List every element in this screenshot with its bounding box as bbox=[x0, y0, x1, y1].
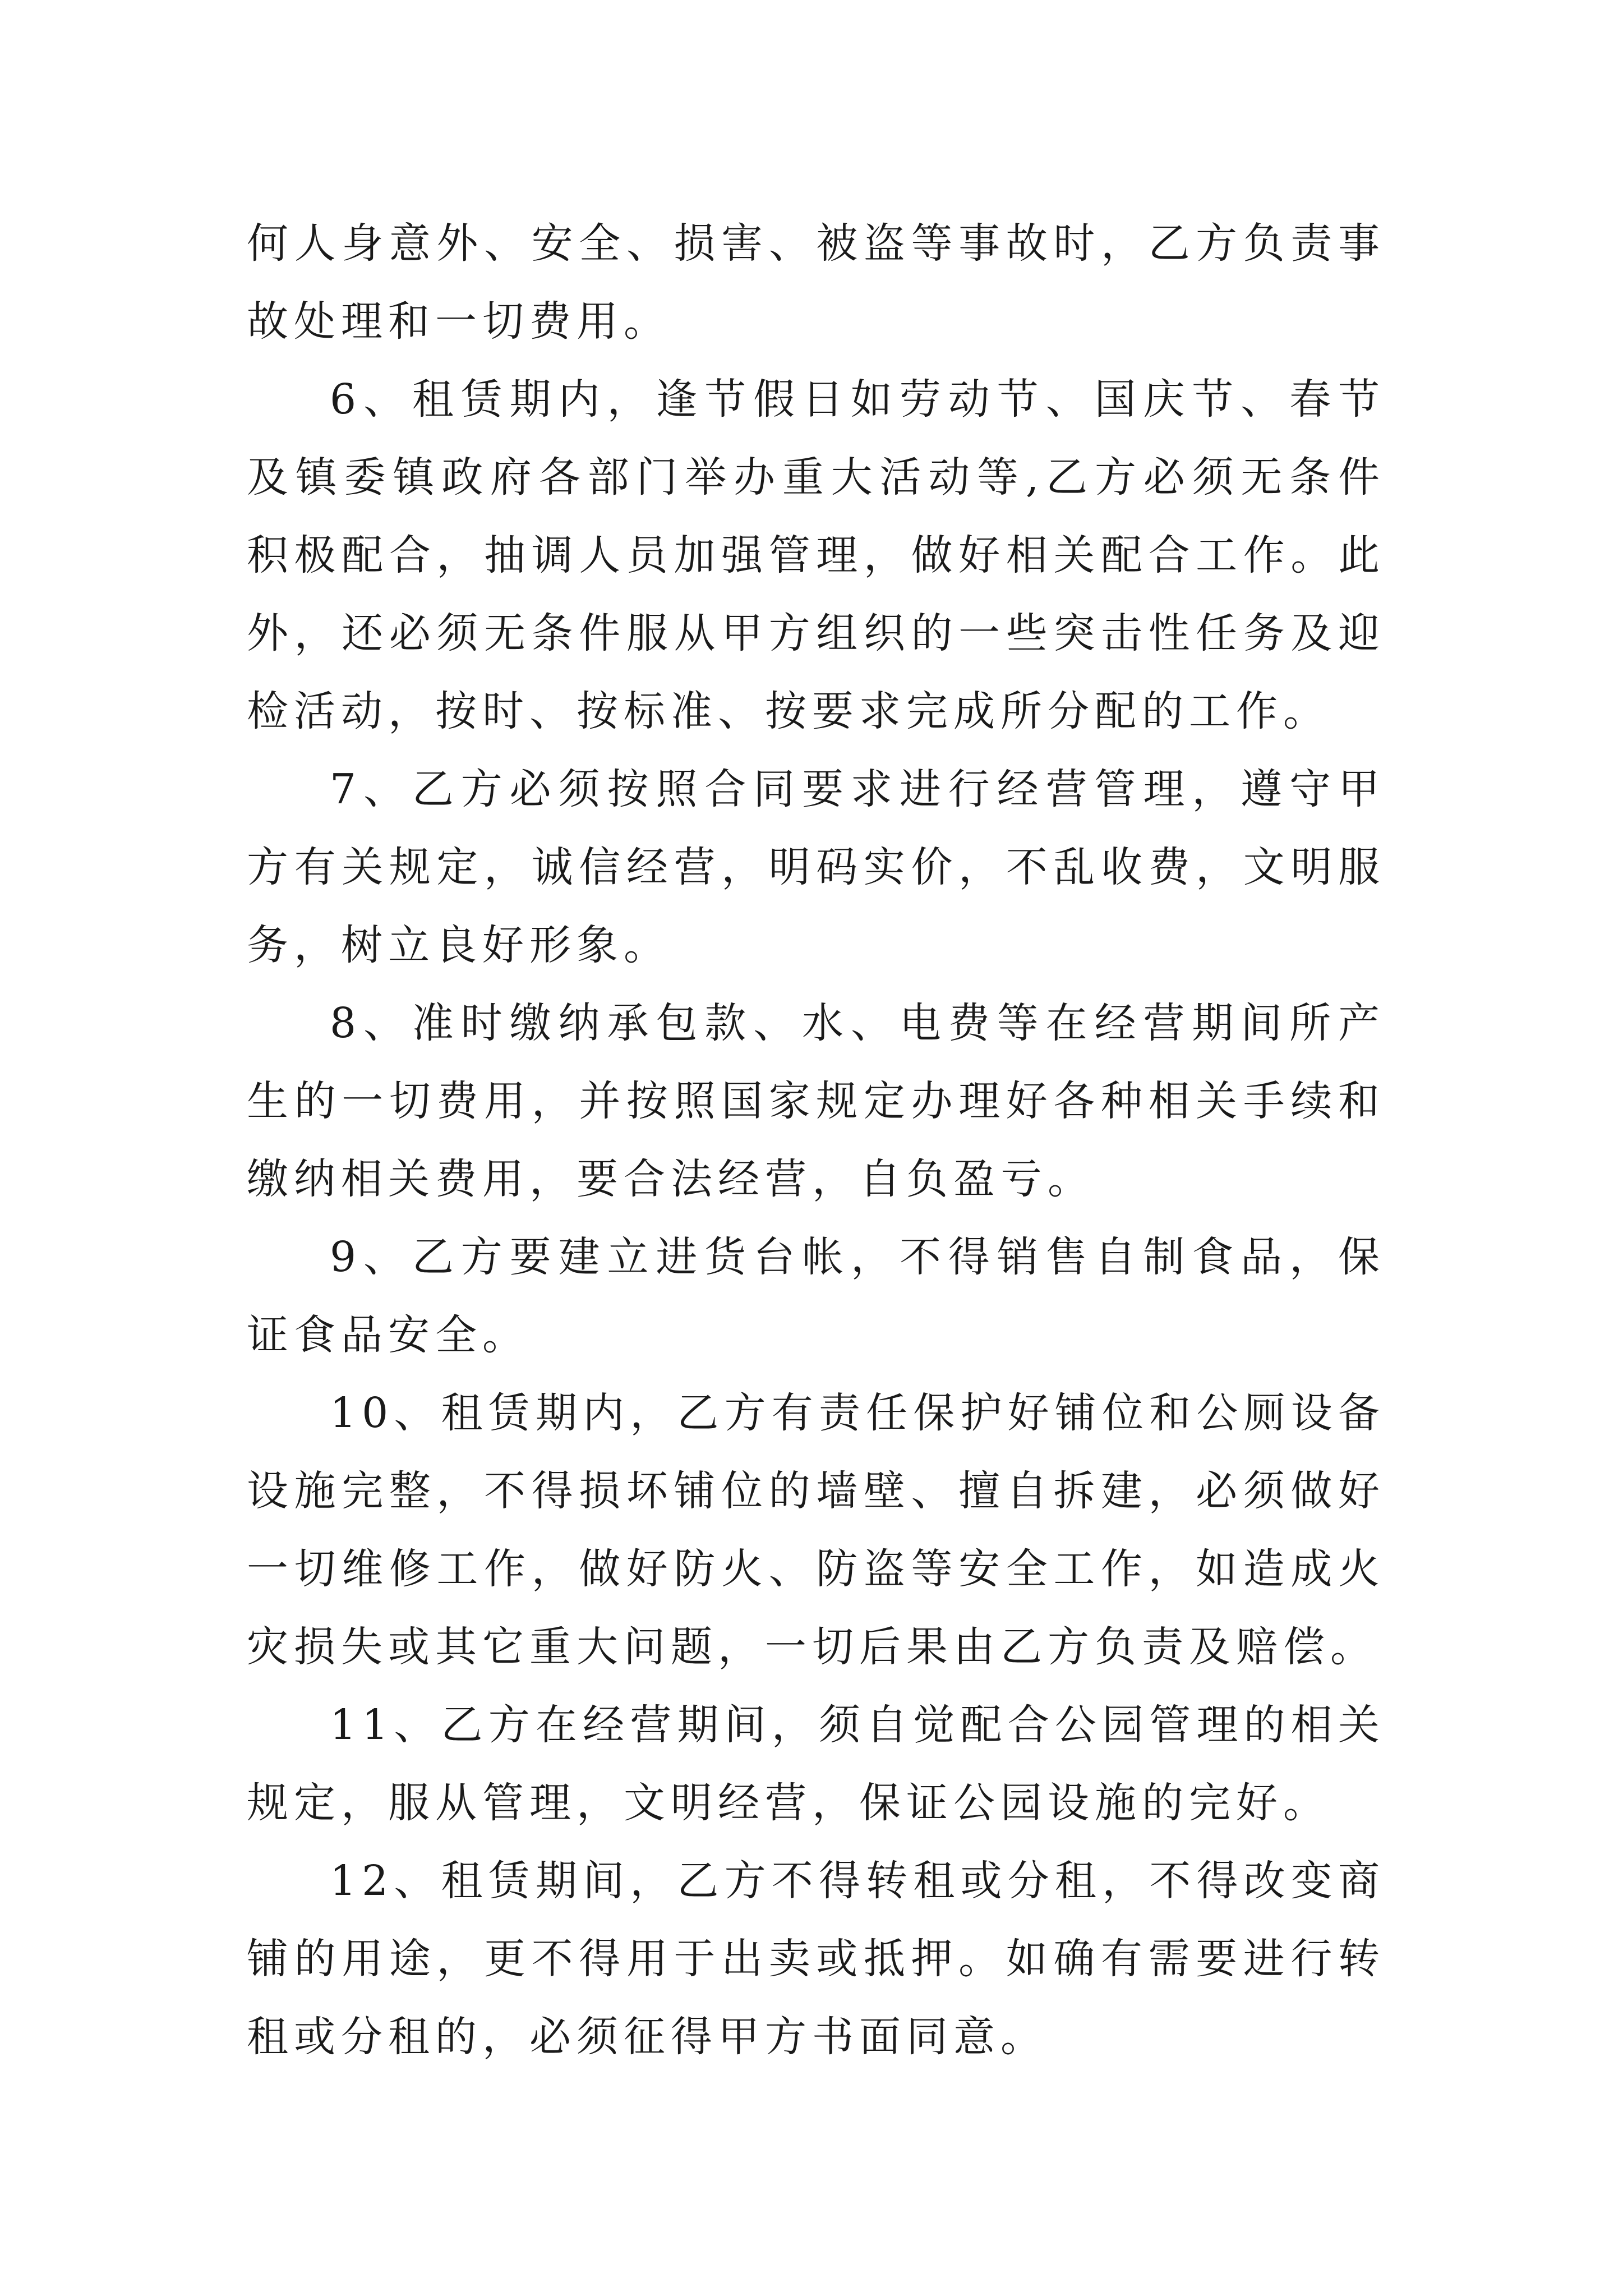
paragraph-clause-9: 9、乙方要建立进货台帐，不得销售自制食品，保证食品安全。 bbox=[247, 1233, 1385, 1359]
paragraph-clause-12: 12、租赁期间，乙方不得转租或分租，不得改变商铺的用途，更不得用于出卖或抵押。如确有需要进行转租或分租的，必须征得甲方书面同意。 bbox=[247, 1857, 1385, 2061]
paragraph-clause-10: 10、租赁期内，乙方有责任保护好铺位和公厕设备设施完整，不得损坏铺位的墙壁、擅自拆建，必须做好一切维修工作，做好防火、防盗等安全工作，如造成火灾损失或其它重大问题，一切后果由乙方负责及赔偿。 bbox=[247, 1389, 1385, 1671]
paragraph-clause-8: 8、准时缴纳承包款、水、电费等在经营期间所产生的一切费用，并按照国家规定办理好各种相关手续和缴纳相关费用，要合法经营，自负盈亏。 bbox=[247, 999, 1385, 1203]
paragraph-continuation: 何人身意外、安全、损害、被盗等事故时，乙方负责事故处理和一切费用。 bbox=[247, 219, 1385, 346]
document-body bbox=[247, 205, 1385, 2076]
paragraph-clause-6: 6、租赁期内，逢节假日如劳动节、国庆节、春节及镇委镇政府各部门举办重大活动等,乙方必须无条件积极配合，抽调人员加强管理，做好相关配合工作。此外，还必须无条件服从甲方组织的一些突击性任务及迎检活动，按时、按标准、按要求完成所分配的工作。 bbox=[247, 375, 1385, 735]
paragraph-clause-11: 11、乙方在经营期间，须自觉配合公园管理的相关规定，服从管理，文明经营，保证公园设施的完好。 bbox=[247, 1701, 1385, 1827]
paragraph-clause-7: 7、乙方必须按照合同要求进行经营管理，遵守甲方有关规定，诚信经营，明码实价，不乱收费，文明服务，树立良好形象。 bbox=[247, 765, 1385, 969]
